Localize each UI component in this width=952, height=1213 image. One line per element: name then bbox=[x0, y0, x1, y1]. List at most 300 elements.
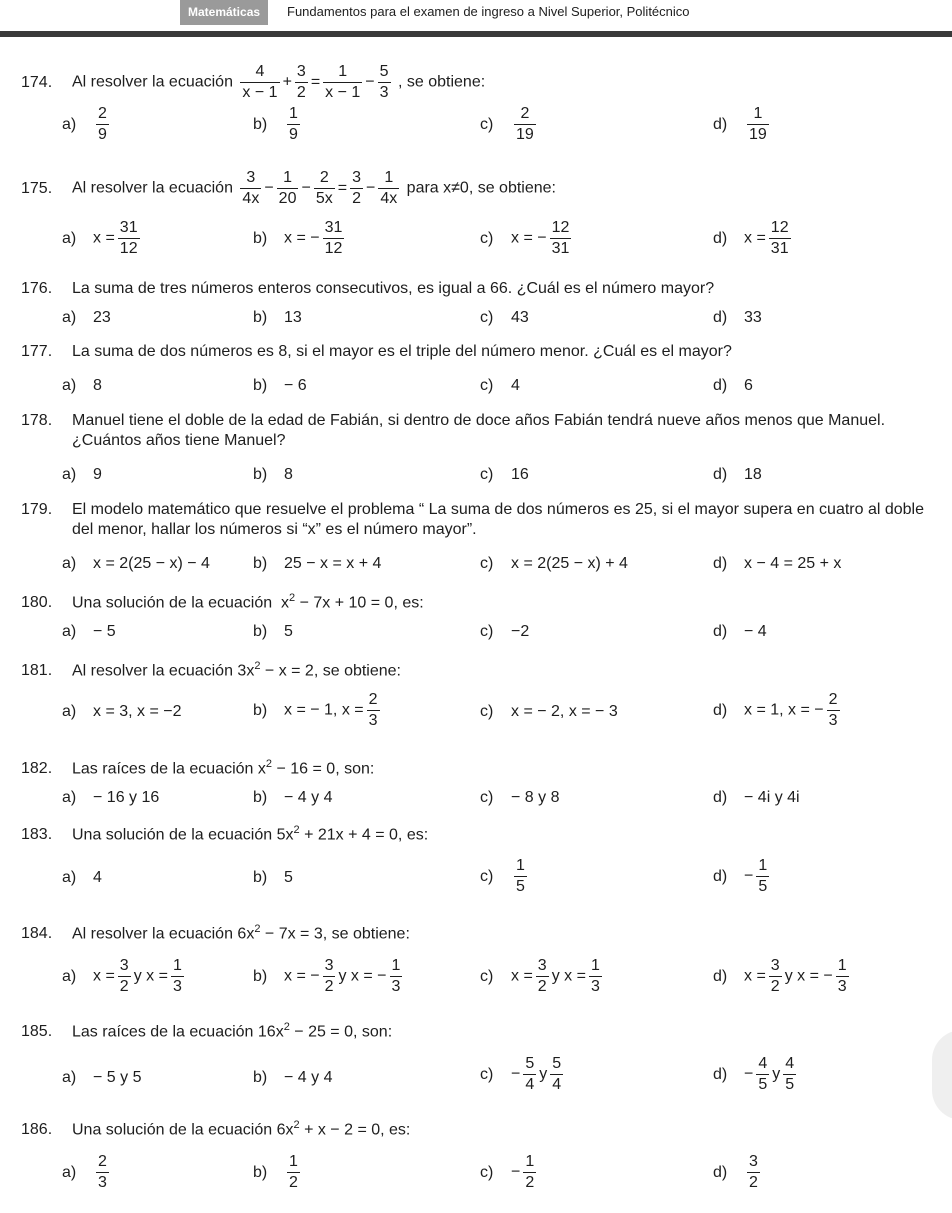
option-value: 25 − x = x + 4 bbox=[284, 555, 382, 572]
option-label: a) bbox=[62, 967, 77, 985]
option-d[interactable] bbox=[713, 690, 843, 731]
option-a[interactable] bbox=[62, 465, 102, 485]
option-label: d) bbox=[713, 623, 728, 640]
question-181 bbox=[21, 656, 401, 681]
option-b[interactable] bbox=[253, 868, 293, 888]
question-177 bbox=[21, 342, 732, 362]
option-prefix: x = bbox=[93, 229, 115, 247]
question-suffix: , es: bbox=[380, 1121, 411, 1139]
option-label: c) bbox=[480, 377, 494, 394]
fraction-numerator: 31 bbox=[323, 218, 345, 239]
question-174 bbox=[21, 62, 485, 103]
exponent: 2 bbox=[283, 1021, 290, 1033]
fraction-numerator: 1 bbox=[836, 956, 849, 977]
question-number: 178. bbox=[21, 412, 53, 429]
fraction-denominator: 2 bbox=[525, 1174, 535, 1191]
option-value: 4 bbox=[93, 869, 102, 886]
option-label: b) bbox=[253, 377, 268, 394]
option-value: − 6 bbox=[284, 377, 307, 394]
option-c[interactable] bbox=[480, 1054, 566, 1095]
question-number: 176. bbox=[21, 280, 53, 297]
option-value: −2 bbox=[511, 623, 530, 640]
question-186 bbox=[21, 1115, 410, 1140]
fraction-numerator: 12 bbox=[550, 218, 572, 239]
operator: = bbox=[310, 73, 321, 91]
equation-term: x bbox=[281, 594, 290, 612]
option-c[interactable] bbox=[480, 622, 529, 642]
fraction-numerator: 1 bbox=[378, 168, 399, 189]
fraction-numerator: 2 bbox=[96, 104, 109, 125]
option-d[interactable] bbox=[713, 1054, 799, 1095]
option-b[interactable] bbox=[253, 1152, 303, 1193]
option-c[interactable] bbox=[480, 376, 520, 396]
question-178-number bbox=[21, 411, 72, 431]
option-value: − 4i y 4i bbox=[744, 789, 800, 806]
option-label: a) bbox=[62, 1163, 77, 1181]
option-a[interactable] bbox=[62, 376, 102, 396]
operator: − bbox=[365, 73, 375, 91]
equation-term: 6x bbox=[237, 925, 255, 943]
option-d[interactable] bbox=[713, 856, 772, 897]
option-a[interactable] bbox=[62, 1152, 112, 1193]
question-text: Al resolver la ecuación bbox=[72, 179, 233, 197]
fraction-numerator: 3 bbox=[747, 1152, 760, 1173]
question-text: Al resolver la ecuación bbox=[72, 662, 233, 680]
fraction-denominator: 5 bbox=[758, 1076, 768, 1093]
question-182 bbox=[21, 754, 374, 779]
fraction-numerator: 1 bbox=[277, 168, 299, 189]
option-prefix: − bbox=[511, 1163, 521, 1181]
question-suffix: , es: bbox=[397, 826, 429, 844]
option-label: d) bbox=[713, 555, 728, 572]
option-a[interactable] bbox=[62, 868, 102, 888]
question-text: Al resolver la ecuación bbox=[72, 73, 233, 91]
fraction-numerator: 3 bbox=[536, 956, 549, 977]
fraction-numerator: 2 bbox=[367, 690, 380, 711]
option-c[interactable] bbox=[480, 788, 559, 808]
option-label: c) bbox=[480, 229, 494, 247]
fraction-denominator: 20 bbox=[278, 190, 297, 207]
question-179-number bbox=[21, 500, 72, 520]
option-connector: y bbox=[772, 1065, 781, 1083]
question-185 bbox=[21, 1017, 392, 1042]
fraction-numerator: 4 bbox=[783, 1054, 796, 1075]
fraction-numerator: 2 bbox=[827, 690, 840, 711]
option-value: x = 3, x = −2 bbox=[93, 703, 182, 720]
option-value: 4 bbox=[511, 377, 520, 394]
fraction-denominator: 2 bbox=[324, 978, 334, 995]
exponent: 2 bbox=[293, 824, 300, 836]
fraction-denominator: 19 bbox=[516, 126, 534, 143]
option-prefix: − bbox=[744, 867, 754, 885]
option-c[interactable] bbox=[480, 218, 574, 259]
option-value: − 16 y 16 bbox=[93, 789, 160, 806]
option-label: d) bbox=[713, 789, 728, 806]
question-180 bbox=[21, 588, 424, 613]
option-label: b) bbox=[253, 1163, 268, 1181]
option-a[interactable] bbox=[62, 554, 210, 574]
option-label: b) bbox=[253, 623, 268, 640]
question-suffix: , son: bbox=[353, 1023, 393, 1041]
option-value: − 4 y 4 bbox=[284, 789, 333, 806]
option-b[interactable] bbox=[253, 956, 405, 997]
question-183 bbox=[21, 820, 428, 845]
fraction-numerator: 5 bbox=[550, 1054, 563, 1075]
option-label: b) bbox=[253, 1069, 268, 1086]
option-prefix: x = − bbox=[511, 229, 547, 247]
option-b[interactable] bbox=[253, 465, 293, 485]
equation bbox=[237, 62, 393, 103]
fraction-denominator: 4x bbox=[242, 190, 260, 207]
option-label: a) bbox=[62, 229, 77, 247]
option-label: a) bbox=[62, 869, 77, 886]
fraction-denominator: 4 bbox=[525, 1076, 535, 1093]
fraction-numerator: 1 bbox=[171, 956, 184, 977]
option-label: d) bbox=[713, 967, 728, 985]
option-b[interactable] bbox=[253, 554, 381, 574]
option-label: d) bbox=[713, 701, 728, 719]
question-number: 177. bbox=[21, 343, 53, 360]
option-b[interactable] bbox=[253, 788, 332, 808]
question-number: 186. bbox=[21, 1121, 53, 1139]
option-a[interactable] bbox=[62, 702, 182, 722]
option-label: d) bbox=[713, 867, 728, 885]
option-d[interactable] bbox=[713, 956, 852, 997]
fraction-denominator: 4x bbox=[380, 190, 398, 207]
option-label: b) bbox=[253, 967, 268, 985]
equation bbox=[237, 168, 402, 209]
option-label: d) bbox=[713, 466, 728, 483]
fraction-numerator: 1 bbox=[514, 856, 527, 877]
option-d[interactable] bbox=[713, 104, 772, 145]
fraction-numerator: 3 bbox=[769, 956, 782, 977]
fraction-denominator: 2 bbox=[770, 978, 780, 995]
fraction-denominator: 5x bbox=[315, 190, 333, 207]
question-text: Manuel tiene el doble de la edad de Fabián, si dentro de doce años Fabián tendrá nueve años menos que Manuel. ¿Cuántos años tiene Manuel? bbox=[72, 412, 886, 449]
question-number: 179. bbox=[21, 501, 53, 518]
option-b[interactable] bbox=[253, 622, 293, 642]
option-label: c) bbox=[480, 1163, 494, 1181]
question-number: 185. bbox=[21, 1023, 53, 1041]
option-c[interactable] bbox=[480, 104, 539, 145]
option-label: d) bbox=[713, 309, 728, 326]
option-value: 8 bbox=[93, 377, 102, 394]
option-label: b) bbox=[253, 309, 268, 326]
operator: + bbox=[282, 73, 292, 91]
option-label: a) bbox=[62, 1069, 77, 1086]
equation-rest: + x − 2 = 0 bbox=[299, 1121, 381, 1139]
option-label: c) bbox=[480, 555, 494, 572]
fraction-denominator: 3 bbox=[391, 978, 401, 995]
option-label: a) bbox=[62, 115, 77, 133]
option-d[interactable] bbox=[713, 308, 762, 328]
option-prefix: x = − bbox=[284, 967, 320, 985]
question-suffix: para x≠0, se obtiene: bbox=[406, 179, 556, 197]
option-connector: y x = bbox=[551, 967, 586, 985]
option-prefix: x = − 1, x = bbox=[284, 701, 364, 719]
option-c[interactable] bbox=[480, 856, 530, 897]
exponent: 2 bbox=[293, 1119, 300, 1131]
option-label: d) bbox=[713, 115, 728, 133]
option-value: 5 bbox=[284, 869, 293, 886]
option-label: b) bbox=[253, 869, 268, 886]
option-a[interactable] bbox=[62, 218, 143, 259]
question-text: La suma de dos números es 8, si el mayor es el triple del número menor. ¿Cuál es el mayor? bbox=[72, 343, 732, 360]
equation-term: 5x bbox=[276, 826, 294, 844]
fraction-denominator: 12 bbox=[324, 240, 343, 257]
option-label: b) bbox=[253, 115, 268, 133]
question-number: 184. bbox=[21, 925, 53, 943]
option-prefix: x = bbox=[93, 967, 115, 985]
option-d[interactable] bbox=[713, 622, 767, 642]
fraction-denominator: 31 bbox=[551, 240, 570, 257]
option-d[interactable] bbox=[713, 465, 762, 485]
fraction-numerator: 3 bbox=[295, 62, 308, 83]
question-text: Una solución de la ecuación bbox=[72, 594, 273, 612]
option-a[interactable] bbox=[62, 308, 111, 328]
option-label: d) bbox=[713, 1163, 728, 1181]
option-b[interactable] bbox=[253, 308, 302, 328]
option-value: − 8 y 8 bbox=[511, 789, 560, 806]
fraction-numerator: 4 bbox=[240, 62, 279, 83]
option-d[interactable] bbox=[713, 218, 794, 259]
option-label: c) bbox=[480, 309, 494, 326]
option-value: 6 bbox=[744, 377, 753, 394]
option-label: c) bbox=[480, 1065, 494, 1083]
fraction-denominator: 2 bbox=[296, 84, 306, 101]
option-label: b) bbox=[253, 229, 268, 247]
option-value: 5 bbox=[284, 623, 293, 640]
option-value: x − 4 = 25 + x bbox=[744, 555, 842, 572]
equation-rest: − 16 = 0 bbox=[272, 760, 336, 778]
fraction-numerator: 3 bbox=[350, 168, 363, 189]
fraction-denominator: 2 bbox=[749, 1174, 758, 1191]
fraction-denominator: 3 bbox=[368, 712, 378, 729]
option-c[interactable] bbox=[480, 1152, 539, 1193]
fraction-denominator: 31 bbox=[770, 240, 789, 257]
option-label: c) bbox=[480, 789, 494, 806]
question-suffix: , se obtiene: bbox=[322, 925, 410, 943]
option-c[interactable] bbox=[480, 702, 618, 722]
option-c[interactable] bbox=[480, 956, 605, 997]
question-suffix: , son: bbox=[335, 760, 375, 778]
fraction-numerator: 3 bbox=[323, 956, 336, 977]
option-d[interactable] bbox=[713, 788, 800, 808]
option-b[interactable] bbox=[253, 376, 307, 396]
fraction-denominator: 2 bbox=[537, 978, 547, 995]
exponent: 2 bbox=[289, 592, 296, 604]
fraction-numerator: 1 bbox=[390, 956, 403, 977]
question-176 bbox=[21, 279, 714, 299]
question-text: Una solución de la ecuación bbox=[72, 1121, 273, 1139]
fraction-numerator: 5 bbox=[523, 1054, 536, 1075]
option-value: − 4 bbox=[744, 623, 767, 640]
question-suffix: , es: bbox=[393, 594, 424, 612]
fraction-denominator: 4 bbox=[552, 1076, 562, 1093]
fraction-denominator: 9 bbox=[289, 126, 298, 143]
option-label: b) bbox=[253, 789, 268, 806]
fraction-denominator: 5 bbox=[785, 1076, 795, 1093]
fraction-denominator: 3 bbox=[590, 978, 600, 995]
fraction-numerator: 31 bbox=[118, 218, 140, 239]
fraction-denominator: 5 bbox=[758, 878, 768, 895]
option-c[interactable] bbox=[480, 308, 529, 328]
option-label: c) bbox=[480, 623, 494, 640]
question-text: El modelo matemático que resuelve el problema “ La suma de dos números es 25, si el mayor supera en cuatro al doble del menor, hallar los números si “x” es el número mayor”. bbox=[72, 501, 925, 538]
option-label: a) bbox=[62, 789, 77, 806]
fraction-numerator: 1 bbox=[287, 1152, 300, 1173]
equation-rest: + 21x + 4 = 0 bbox=[299, 826, 398, 844]
option-a[interactable] bbox=[62, 956, 187, 997]
option-label: c) bbox=[480, 703, 494, 720]
fraction-denominator: 3 bbox=[379, 84, 389, 101]
question-text: Al resolver la ecuación bbox=[72, 925, 233, 943]
option-label: a) bbox=[62, 555, 77, 572]
option-label: c) bbox=[480, 115, 494, 133]
fraction-numerator: 1 bbox=[756, 856, 769, 877]
option-connector: y x = − bbox=[784, 967, 833, 985]
option-connector: y bbox=[539, 1065, 548, 1083]
question-number: 175. bbox=[21, 179, 53, 197]
option-connector: y x = − bbox=[338, 967, 387, 985]
option-a[interactable] bbox=[62, 622, 116, 642]
equation-term: 16x bbox=[257, 1023, 284, 1041]
option-prefix: − bbox=[744, 1065, 754, 1083]
question-number: 181. bbox=[21, 662, 53, 680]
option-label: b) bbox=[253, 466, 268, 483]
option-connector: y x = bbox=[133, 967, 168, 985]
page-edge-shadow bbox=[932, 1030, 952, 1120]
option-d[interactable] bbox=[713, 554, 841, 574]
fraction-numerator: 2 bbox=[514, 104, 536, 125]
option-prefix: x = bbox=[744, 967, 766, 985]
exponent: 2 bbox=[254, 660, 261, 672]
fraction-numerator: 2 bbox=[314, 168, 335, 189]
option-value: 9 bbox=[93, 466, 102, 483]
option-c[interactable] bbox=[480, 554, 628, 574]
equation-rest: − 7x = 3 bbox=[260, 925, 323, 943]
fraction-denominator: 3 bbox=[837, 978, 847, 995]
option-value: x = 2(25 − x) − 4 bbox=[93, 555, 210, 572]
option-prefix: x = bbox=[744, 229, 766, 247]
option-d[interactable] bbox=[713, 376, 753, 396]
option-d[interactable] bbox=[713, 1152, 763, 1193]
fraction-denominator: x − 1 bbox=[242, 84, 278, 101]
option-label: c) bbox=[480, 466, 494, 483]
option-value: x = 2(25 − x) + 4 bbox=[511, 555, 628, 572]
option-label: b) bbox=[253, 555, 268, 572]
option-label: a) bbox=[62, 377, 77, 394]
equation-term: 3x bbox=[237, 662, 255, 680]
option-label: b) bbox=[253, 701, 268, 719]
option-value: 8 bbox=[284, 466, 293, 483]
option-value: x = − 2, x = − 3 bbox=[511, 703, 618, 720]
fraction-numerator: 4 bbox=[756, 1054, 769, 1075]
option-b[interactable] bbox=[253, 218, 347, 259]
fraction-numerator: 1 bbox=[589, 956, 602, 977]
equation-rest: − 25 = 0 bbox=[289, 1023, 353, 1041]
fraction-denominator: 3 bbox=[172, 978, 182, 995]
fraction-denominator: 2 bbox=[352, 190, 361, 207]
question-number: 183. bbox=[21, 826, 53, 844]
option-prefix: x = bbox=[511, 967, 533, 985]
option-b[interactable] bbox=[253, 690, 383, 731]
fraction-numerator: 3 bbox=[240, 168, 261, 189]
book-title: Fundamentos para el examen de ingreso a Nivel Superior, Politécnico bbox=[287, 4, 690, 19]
option-c[interactable] bbox=[480, 465, 529, 485]
option-value: − 5 y 5 bbox=[93, 1069, 142, 1086]
option-label: d) bbox=[713, 377, 728, 394]
fraction-denominator: 3 bbox=[828, 712, 838, 729]
option-label: d) bbox=[713, 1065, 728, 1083]
option-a[interactable] bbox=[62, 1068, 141, 1088]
option-value: − 5 bbox=[93, 623, 116, 640]
fraction-numerator: 3 bbox=[118, 956, 131, 977]
option-label: c) bbox=[480, 867, 494, 885]
fraction-denominator: 2 bbox=[119, 978, 129, 995]
fraction-numerator: 1 bbox=[323, 62, 362, 83]
fraction-numerator: 1 bbox=[523, 1152, 536, 1173]
option-label: a) bbox=[62, 309, 77, 326]
option-b[interactable] bbox=[253, 104, 303, 145]
equation-term: 6x bbox=[276, 1121, 294, 1139]
option-prefix: x = 1, x = − bbox=[744, 701, 824, 719]
equation-rest: − 7x + 10 = 0 bbox=[295, 594, 394, 612]
option-label: a) bbox=[62, 703, 77, 720]
option-value: 18 bbox=[744, 466, 762, 483]
fraction-numerator: 5 bbox=[378, 62, 391, 83]
operator: = bbox=[337, 179, 348, 197]
operator: − bbox=[365, 179, 376, 197]
fraction-numerator: 12 bbox=[769, 218, 791, 239]
question-number: 180. bbox=[21, 594, 53, 612]
fraction-denominator: 12 bbox=[119, 240, 138, 257]
option-label: a) bbox=[62, 466, 77, 483]
operator: − bbox=[264, 179, 274, 197]
fraction-denominator: 19 bbox=[749, 126, 767, 143]
option-label: c) bbox=[480, 967, 494, 985]
fraction-denominator: 5 bbox=[516, 878, 525, 895]
option-value: − 4 y 4 bbox=[284, 1069, 333, 1086]
question-suffix: , se obtiene: bbox=[313, 662, 401, 680]
option-a[interactable] bbox=[62, 788, 159, 808]
header-rule bbox=[0, 31, 952, 37]
option-prefix: x = − bbox=[284, 229, 320, 247]
option-label: a) bbox=[62, 623, 77, 640]
question-suffix: , se obtiene: bbox=[398, 73, 486, 91]
fraction-denominator: 3 bbox=[98, 1174, 107, 1191]
subject-tab: Matemáticas bbox=[180, 0, 268, 25]
option-a[interactable] bbox=[62, 104, 112, 145]
question-number: 174. bbox=[21, 73, 53, 91]
question-text: La suma de tres números enteros consecutivos, es igual a 66. ¿Cuál es el número mayor? bbox=[72, 280, 715, 297]
option-prefix: − bbox=[511, 1065, 521, 1083]
option-b[interactable] bbox=[253, 1068, 332, 1088]
page-header bbox=[0, 0, 952, 38]
fraction-denominator: 2 bbox=[289, 1174, 298, 1191]
option-label: d) bbox=[713, 229, 728, 247]
equation-term: x bbox=[257, 760, 266, 778]
exponent: 2 bbox=[265, 758, 273, 770]
option-value: 23 bbox=[93, 309, 111, 326]
equation-rest: − x = 2 bbox=[260, 662, 314, 680]
question-text: Una solución de la ecuación bbox=[72, 826, 273, 844]
question-175 bbox=[21, 168, 556, 209]
operator: − bbox=[301, 179, 311, 197]
fraction-denominator: x − 1 bbox=[325, 84, 361, 101]
question-text: Las raíces de la ecuación bbox=[72, 1023, 254, 1041]
question-184 bbox=[21, 919, 410, 944]
